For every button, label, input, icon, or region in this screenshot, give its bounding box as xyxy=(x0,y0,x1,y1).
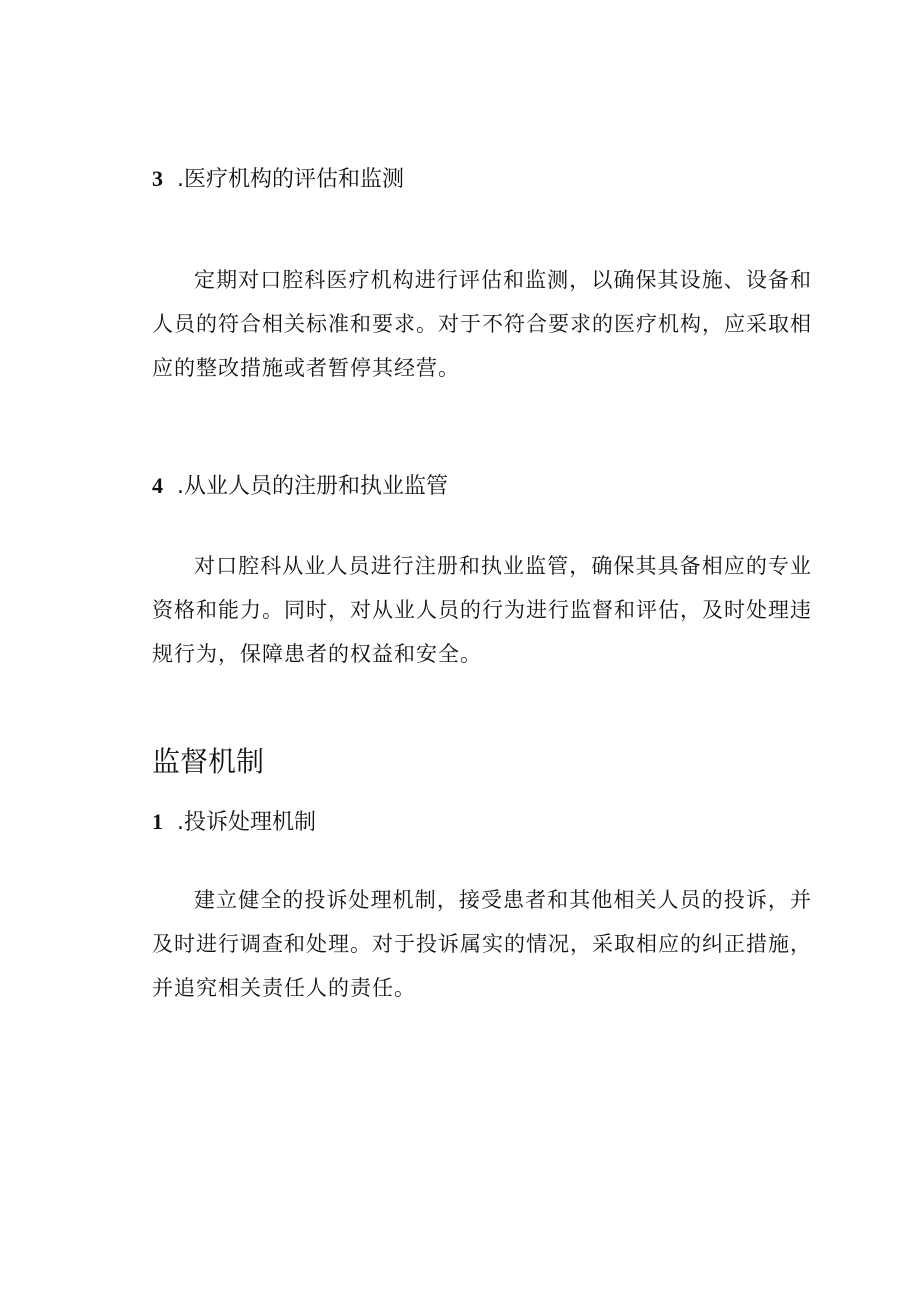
subheading-4 xyxy=(152,471,448,502)
subheading-number: 3 xyxy=(152,166,163,191)
subheading-title: .医疗机构的评估和监测 xyxy=(177,167,404,192)
subheading-title: .从业人员的注册和执业监管 xyxy=(177,474,448,499)
paragraph-complaint-handling: 建立健全的投诉处理机制，接受患者和其他相关人员的投诉，并及时进行调查和处理。对于投诉属实的情况，采取相应的纠正措施，并追究相关责任人的责任。 xyxy=(152,888,812,1000)
subheading-number: 4 xyxy=(152,473,163,498)
subheading-number: 1 xyxy=(152,809,163,834)
subheading-title: .投诉处理机制 xyxy=(177,810,316,835)
paragraph-practitioner-registration: 对口腔科从业人员进行注册和执业监管，确保其具备相应的专业资格和能力。同时，对从业人员的行为进行监督和评估，及时处理违规行为，保障患者的权益和安全。 xyxy=(152,554,812,666)
subheading-3 xyxy=(152,164,404,195)
subheading-1 xyxy=(152,807,316,838)
section-heading-supervision: 监督机制 xyxy=(152,745,265,778)
paragraph-institution-evaluation: 定期对口腔科医疗机构进行评估和监测，以确保其设施、设备和人员的符合相关标准和要求。对于不符合要求的医疗机构，应采取相应的整改措施或者暂停其经营。 xyxy=(152,268,812,380)
